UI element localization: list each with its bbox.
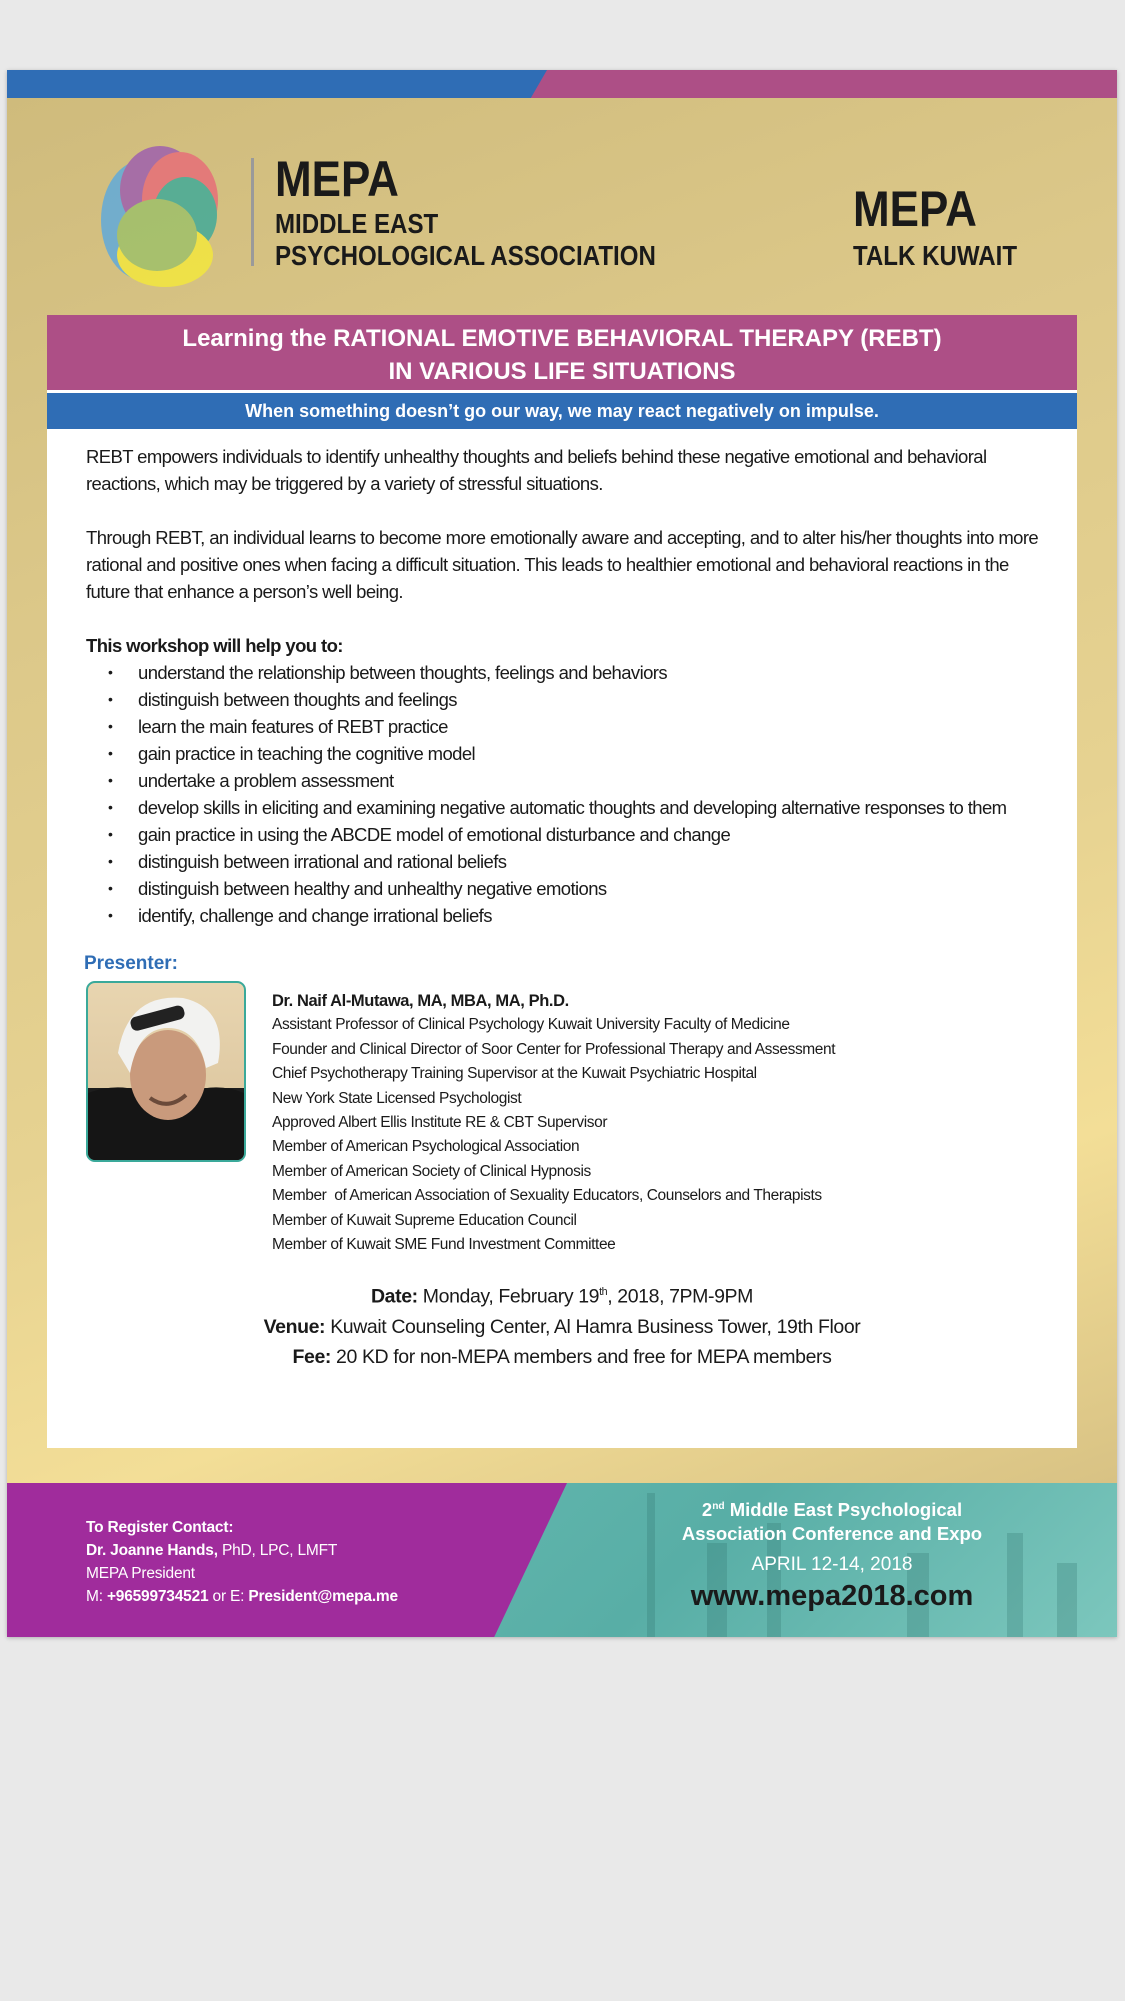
workshop-goals-list: [86, 659, 1043, 929]
credential: Founder and Clinical Director of Soor Center for Professional Therapy and Assessment: [272, 1040, 836, 1058]
event-details: [47, 1277, 1077, 1372]
contact-name: Dr. Joanne Hands,: [86, 1542, 218, 1559]
top-bar-blue-segment: [7, 70, 547, 98]
footer: [7, 1483, 1117, 1637]
intro-paragraph-1: REBT empowers individuals to identify unhealthy thoughts and beliefs behind these negative emotional and behavioral reactions, which may be triggered by a variety of stressful situations.: [86, 446, 987, 494]
presenter-label: Presenter:: [84, 953, 178, 974]
workshop-title: [47, 315, 1077, 393]
list-item: • gain practice in using the ABCDE model of emotional disturbance and change: [86, 821, 1043, 848]
presenter-portrait-icon: [88, 983, 244, 1160]
credential: Approved Albert Ellis Institute RE & CBT Supervisor: [272, 1114, 608, 1132]
presenter-info: [272, 989, 835, 1257]
conference-url-link[interactable]: www.mepa2018.com: [690, 1580, 974, 1613]
workshop-description: [47, 429, 1077, 929]
logo-title: MEPA: [275, 151, 399, 207]
list-item: • develop skills in eliciting and examining negative automatic thoughts and developing alternative responses to them: [86, 794, 1043, 821]
credential: Member of Kuwait SME Fund Investment Committee: [272, 1236, 616, 1254]
credential: New York State Licensed Psychologist: [272, 1089, 522, 1107]
credential: Chief Psychotherapy Training Supervisor at the Kuwait Psychiatric Hospital: [272, 1065, 757, 1083]
gold-background: [7, 98, 1117, 1483]
list-item: • gain practice in teaching the cognitive model: [86, 740, 1043, 767]
intro-paragraph-2: Through REBT, an individual learns to become more emotionally aware and accepting, and to alter his/her thoughts into more rational and positive ones when facing a difficult situation. This leads to healthier emotional and behavioral reactions in the future that enhance a person’s well being.: [86, 527, 1039, 602]
contact-phone[interactable]: +96599734521: [106, 1588, 209, 1605]
presenter-section: [86, 981, 1077, 1257]
list-item: • distinguish between healthy and unhealthy negative emotions: [86, 875, 1043, 902]
event-venue: Venue: Kuwait Counseling Center, Al Hamra Business Tower, 19th Floor: [263, 1315, 861, 1338]
workshop-goals-heading: This workshop will help you to:: [86, 635, 343, 656]
flyer: [7, 70, 1117, 1637]
contact-credentials: PhD, LPC, LMFT: [217, 1542, 338, 1559]
top-color-bar: [7, 70, 1117, 98]
presenter-name: Dr. Naif Al-Mutawa, MA, MBA, MA, Ph.D.: [272, 992, 569, 1010]
event-series-title: MEPA: [853, 181, 977, 237]
register-heading: To Register Contact:: [86, 1519, 234, 1536]
conference-title-line1: 2nd Middle East Psychological: [701, 1499, 963, 1521]
title-line2: IN VARIOUS LIFE SITUATIONS: [388, 358, 736, 385]
contact-email[interactable]: President@mepa.me: [248, 1588, 398, 1605]
event-series-subtitle: TALK KUWAIT: [853, 240, 1018, 271]
event-date: Date: Monday, February 19th, 2018, 7PM-9PM: [371, 1285, 753, 1308]
list-item: • distinguish between irrational and rational beliefs: [86, 848, 1043, 875]
credential: Assistant Professor of Clinical Psychology Kuwait University Faculty of Medicine: [272, 1016, 790, 1034]
credential: Member of American Society of Clinical Hypnosis: [272, 1162, 591, 1180]
conference-promo: [567, 1495, 1097, 1613]
registration-contact: To Register Contact: Dr. Joanne Hands, PhD, LPC, LMFT MEPA President M: +96599734521 or E: President@mepa.me: [86, 1516, 398, 1608]
workshop-subtitle: When something doesn’t go our way, we may react negatively on impulse.: [47, 393, 1077, 429]
event-fee: Fee: 20 KD for non-MEPA members and free for MEPA members: [292, 1345, 832, 1368]
org-name-line2: PSYCHOLOGICAL ASSOCIATION: [275, 240, 656, 271]
credential: Member of Kuwait Supreme Education Council: [272, 1211, 577, 1229]
credential: Member of American Association of Sexuality Educators, Counselors and Therapists: [272, 1187, 822, 1205]
credential: Member of American Psychological Association: [272, 1138, 580, 1156]
presenter-photo: [86, 981, 246, 1162]
conference-dates: APRIL 12-14, 2018: [751, 1554, 913, 1576]
content-box: [47, 315, 1077, 1448]
contact-role: MEPA President: [86, 1565, 195, 1582]
title-line1: Learning the RATIONAL EMOTIVE BEHAVIORAL THERAPY (REBT): [182, 325, 942, 352]
conference-title-line2: Association Conference and Expo: [681, 1523, 983, 1545]
logo-divider: [251, 158, 254, 266]
mepa-logo-icon: [85, 140, 235, 290]
list-item: • distinguish between thoughts and feelings: [86, 686, 1043, 713]
list-item: • understand the relationship between thoughts, feelings and behaviors: [86, 659, 1043, 686]
org-name-line1: MIDDLE EAST: [275, 208, 439, 239]
list-item: • identify, challenge and change irrational beliefs: [86, 902, 1043, 929]
list-item: • learn the main features of REBT practice: [86, 713, 1043, 740]
list-item: • undertake a problem assessment: [86, 767, 1043, 794]
